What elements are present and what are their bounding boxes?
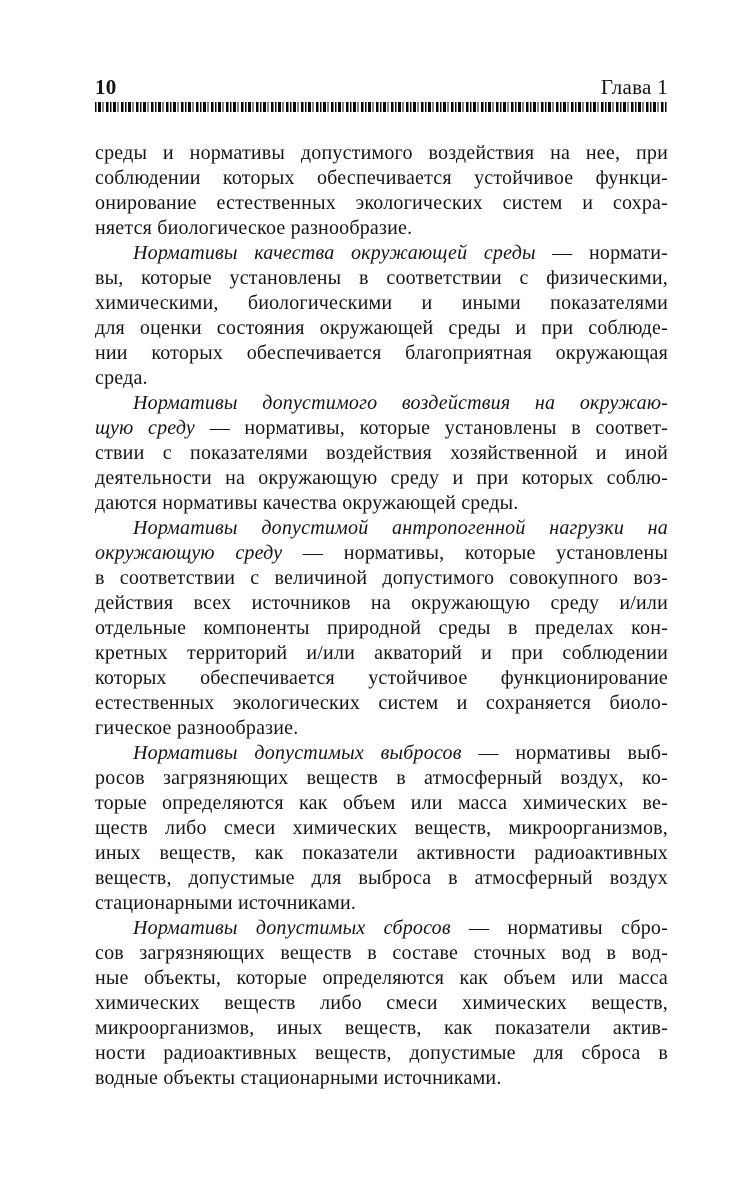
text-line [95,291,668,316]
text-segment: среды и нормативы допустимого воздействия на нее, при [95,142,668,164]
text-line [95,191,668,216]
text-line [95,1066,668,1091]
chapter-label: Глава 1 [600,75,668,99]
paragraph [95,391,668,516]
text-line [95,441,668,466]
text-line [95,466,668,491]
text-segment: онирование естественных экологических систем и сохра- [95,192,668,214]
text-segment: няется биологическое разнообразие. [95,217,413,239]
text-line [95,891,668,916]
text-line [95,941,668,966]
text-segment: — нормативы, которые установлены [282,542,668,564]
text-line [95,1041,668,1066]
paragraph [95,141,668,241]
text-segment: водные объекты стационарными источниками. [95,1067,502,1089]
term-italic: Нормативы допустимой антропогенной нагрузки на [133,517,668,539]
text-line [95,516,668,541]
text-segment: химических веществ либо смеси химических веществ, [95,992,668,1014]
text-line [95,591,668,616]
text-line [95,691,668,716]
text-segment: ствии с показателями воздействия хозяйственной и иной [95,442,668,464]
text-line [95,966,668,991]
text-segment: действия всех источников на окружающую среду и/или [95,592,668,614]
term-italic: Нормативы качества окружающей среды [133,242,536,264]
text-column [95,141,668,1091]
text-line [95,616,668,641]
text-segment: торые определяются как объем или масса химических ве- [95,792,668,814]
term-italic: Нормативы допустимых выбросов [133,742,462,764]
text-line [95,716,668,741]
text-line [95,491,668,516]
text-line [95,866,668,891]
text-line [95,141,668,166]
text-line [95,791,668,816]
text-segment: ществ либо смеси химических веществ, микроорганизмов, [95,817,668,839]
text-line [95,666,668,691]
text-segment: ные объекты, которые определяются как объем или масса [95,967,668,989]
text-segment: — нормати- [535,242,668,264]
text-segment: микроорганизмов, иных веществ, как показатели актив- [95,1017,668,1039]
text-segment: — нормативы сбро- [450,917,668,939]
text-line [95,341,668,366]
text-line [95,241,668,266]
text-segment: ности радиоактивных веществ, допустимые для сброса в [95,1042,668,1064]
text-line [95,266,668,291]
page-number: 10 [95,75,117,99]
term-italic: Нормативы допустимых сбросов [133,917,451,939]
text-line [95,741,668,766]
text-segment: отдельные компоненты природной среды в пределах кон- [95,617,668,639]
paragraph [95,916,668,1091]
text-line [95,391,668,416]
text-line [95,1016,668,1041]
text-line [95,541,668,566]
text-segment: среда. [95,367,148,389]
text-line [95,366,668,391]
text-segment: иных веществ, как показатели активности радиоактивных [95,842,668,864]
text-segment: соблюдении которых обеспечивается устойчивое функци- [95,167,668,189]
text-segment: — нормативы выб- [461,742,668,764]
text-line [95,991,668,1016]
text-segment: химическими, биологическими и иными показателями [95,292,668,314]
text-segment: деятельности на окружающую среду и при которых соблю- [95,467,668,489]
term-italic: Нормативы допустимого воздействия на окружаю- [133,392,668,414]
text-line [95,216,668,241]
term-italic: щую среду [95,417,195,439]
text-line [95,841,668,866]
text-segment: вы, которые установлены в соответствии с физическими, [95,267,668,289]
paragraph [95,516,668,741]
text-line [95,566,668,591]
text-segment: для оценки состояния окружающей среды и при соблюде- [95,317,668,339]
text-line [95,816,668,841]
text-segment: веществ, допустимые для выброса в атмосферный воздух [95,867,668,889]
text-line [95,641,668,666]
term-italic: окружающую среду [95,542,283,564]
paragraph [95,241,668,391]
text-segment: стационарными источниками. [95,892,357,914]
text-segment: нии которых обеспечивается благоприятная окружающая [95,342,668,364]
text-line [95,166,668,191]
header-rule [95,102,668,112]
text-line [95,316,668,341]
text-segment: даются нормативы качества окружающей среды. [95,492,519,514]
text-segment: росов загрязняющих веществ в атмосферный воздух, ко- [95,767,668,789]
text-segment: гическое разнообразие. [95,717,299,739]
text-line [95,416,668,441]
paragraph [95,741,668,916]
text-segment: кретных территорий и/или акваторий и при соблюдении [95,642,668,664]
running-header [95,77,668,98]
text-segment: сов загрязняющих веществ в составе сточных вод в вод- [95,942,668,964]
text-segment: естественных экологических систем и сохраняется биоло- [95,692,668,714]
text-line [95,916,668,941]
text-segment: которых обеспечивается устойчивое функционирование [95,667,668,689]
text-line [95,766,668,791]
text-segment: — нормативы, которые установлены в соответ- [195,417,668,439]
text-segment: в соответствии с величиной допустимого совокупного воз- [95,567,668,589]
